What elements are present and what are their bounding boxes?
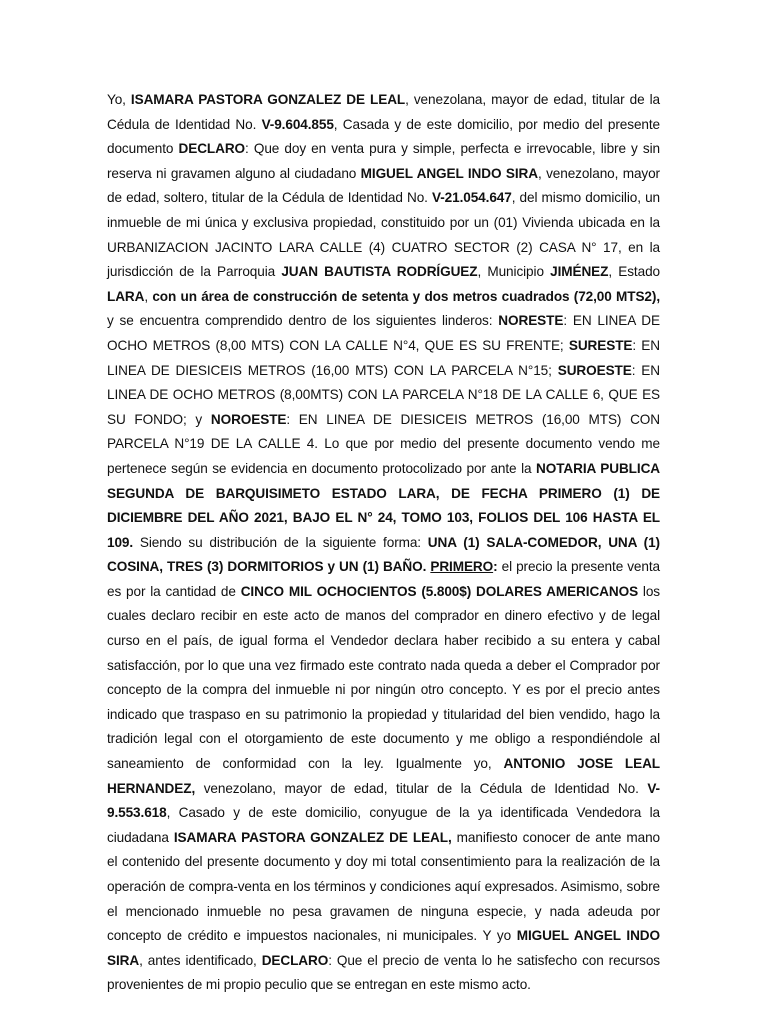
text-segment: , Casado y de este domicilio, conyugue de la ya identificada Vendedora la ciudadana [107,805,660,845]
text-segment: , antes identificado, [139,952,262,968]
bold-text-segment: DECLARO [178,141,246,157]
bold-text-segment: V-21.054.647 [432,190,512,206]
bold-text-segment: SURESTE [568,337,633,353]
bold-text-segment: UNA (1) SALA-COMEDOR, UNA (1) COSINA, TRES (3) DORMITORIOS y UN (1) BAÑO. [107,534,660,575]
bold-text-segment: V-9.604.855 [261,116,334,132]
bold-text-segment: DECLARO [261,952,329,968]
text-segment: Siendo su distribución de la siguiente forma: [133,534,428,550]
bold-text-segment: JIMÉNEZ [550,264,609,280]
bold-text-segment: PRIMERO [430,559,494,575]
bold-text-segment: CINCO MIL OCHOCIENTOS (5.800$) DOLARES AMERICANOS [240,583,639,599]
text-segment: , [144,288,153,304]
text-segment: : Que el precio de venta lo he satisfecho con recursos provenientes de mi propio peculio que se entregan en este mismo acto. [107,952,660,993]
bold-text-segment: LARA [107,288,145,304]
text-segment: : EN LINEA DE DIESICEIS METROS (16,00 MTS) CON PARCELA N°19 DE LA CALLE 4. Lo que por medio del presente documento vendo me pertenece según se evidencia en documento protocolizado por ante la [107,411,660,476]
text-segment: , Estado [608,264,660,280]
text-segment: : EN LINEA DE OCHO METROS (8,00 MTS) CON LA CALLE N°4, QUE ES SU FRENTE; [107,313,660,353]
text-segment: el precio la presente venta es por la cantidad de [107,559,660,599]
text-segment: : Que doy en venta pura y simple, perfecta e irrevocable, libre y sin reserva ni gravamen alguno al ciudadano [107,141,660,181]
bold-text-segment: : [493,559,498,575]
text-segment: venezolano, mayor de edad, titular de la Cédula de Identidad No. [195,780,648,796]
bold-text-segment: con un área de construcción de setenta y dos metros cuadrados (72,00 MTS2), [152,288,660,304]
text-segment: los cuales declaro recibir en este acto de manos del comprador en dinero efectivo y de legal curso en el país, de igual forma el Vendedor declara haber recibido a su entera y cabal satisfacción, por lo que una vez firmado este contrato nada queda a deber el Comprador por concepto de la compra del inmueble ni por ningún otro concepto. Y es por el precio antes indicado que traspaso en su patrimonio la propiedad y titularidad del bien vendido, hago la tradición legal con el otorgamiento de este documento y me obligo a respondiéndole al saneamiento de conformidad con la ley. Igualmente yo, [107,583,660,772]
text-segment: : EN LINEA DE OCHO METROS (8,00MTS) CON LA PARCELA N°18 DE LA CALLE 6, QUE ES SU FONDO; y [107,362,660,427]
text-segment: , venezolana, mayor de edad, titular de la Cédula de Identidad No. [107,92,660,132]
bold-text-segment: SUROESTE [557,362,632,378]
document-page [107,88,660,998]
text-segment: Yo, [107,92,131,107]
contract-paragraph [107,88,660,998]
text-segment: , del mismo domicilio, un inmueble de mi única y exclusiva propiedad, constituido por un (01) Vivienda ubicada en la URBANIZACION JACINTO LARA CALLE (4) CUATRO SECTOR (2) CASA N° 17, en la jurisdicción de la Parroquia [107,190,660,280]
bold-text-segment: ISAMARA PASTORA GONZALEZ DE LEAL [130,92,406,107]
bold-text-segment: MIGUEL ANGEL INDO SIRA [360,165,538,181]
bold-text-segment: JUAN BAUTISTA RODRÍGUEZ [281,264,478,280]
underlined-heading [430,559,493,574]
bold-text-segment: NOTARIA PUBLICA SEGUNDA DE BARQUISIMETO ESTADO LARA, DE FECHA PRIMERO (1) DE DICIEMBRE DEL AÑO 2021, BAJO EL N° 24, TOMO 103, FOLIOS DEL 106 HASTA EL 109. [107,460,660,550]
text-segment: manifiesto conocer de ante mano el contenido del presente documento y doy mi total consentimiento para la realización de la operación de compra-venta en los términos y condiciones aquí expresados. Asimismo, sobre el mencionado inmueble no pesa gravamen de ninguna especie, y nada adeuda por concepto de crédito e impuestos nacionales, ni municipales. Y yo [107,829,660,944]
text-segment: , Municipio [477,264,551,280]
text-segment: , Casada y de este domicilio, por medio del presente documento [107,116,661,157]
bold-text-segment: V-9.553.618 [107,780,660,821]
text-segment: : EN LINEA DE DIESICEIS METROS (16,00 MTS) CON LA PARCELA N°15; [107,337,660,378]
text-segment: , venezolano, mayor de edad, soltero, titular de la Cédula de Identidad No. [107,165,660,206]
text-segment: y se encuentra comprendido dentro de los siguientes linderos: [107,313,499,329]
bold-text-segment: ISAMARA PASTORA GONZALEZ DE LEAL, [173,829,452,845]
bold-text-segment: ANTONIO JOSE LEAL HERNANDEZ, [107,756,660,796]
bold-text-segment: MIGUEL ANGEL INDO SIRA [107,928,660,968]
bold-text-segment: NOROESTE [210,411,287,427]
bold-text-segment: NORESTE [498,313,564,329]
